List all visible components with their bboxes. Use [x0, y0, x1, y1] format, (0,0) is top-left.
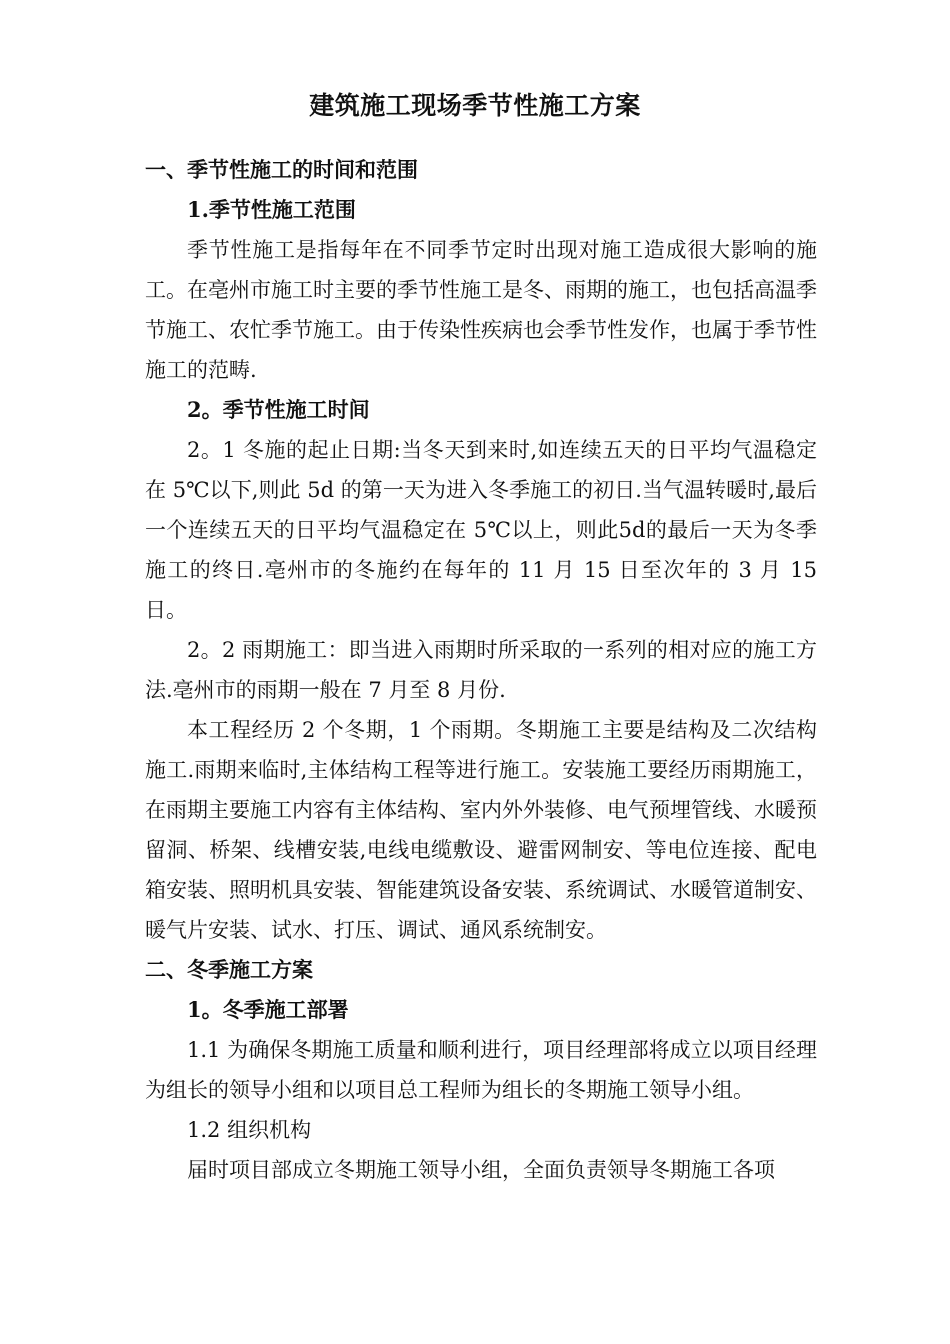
- body-paragraph: 季节性施工是指每年在不同季节定时出现对施工造成很大影响的施工。在亳州市施工时主要的季节性施工是冬、雨期的施工，也包括高温季节施工、农忙季节施工。由于传染性疾病也会季节性发作，也属于季节性施工的范畴.: [145, 238, 817, 382]
- section-heading: 二、冬季施工方案: [145, 957, 313, 982]
- subsection-label: 1.2 组织机构: [187, 1118, 312, 1142]
- body-paragraph: 届时项目部成立冬期施工领导小组，全面负责领导冬期施工各项: [187, 1158, 775, 1182]
- document-body: [145, 150, 817, 1190]
- subsection-heading: 2。季节性施工时间: [187, 397, 370, 422]
- document-title: 建筑施工现场季节性施工方案: [309, 91, 641, 120]
- subsection-heading: 1.季节性施工范围: [187, 197, 356, 222]
- body-paragraph: 2。1 冬施的起止日期:当冬天到来时,如连续五天的日平均气温稳定在 5℃以下,则此 5d 的第一天为进入冬季施工的初日.当气温转暖时,最后一个连续五天的日平均气温稳定在 5℃以上，则此5d的最后一天为冬季施工的终日.亳州市的冬施约在每年的 11 月 15 日至次年的 3 月 15 日。: [145, 438, 817, 622]
- section-heading: 一、季节性施工的时间和范围: [145, 157, 418, 182]
- body-paragraph: 1.1 为确保冬期施工质量和顺利进行，项目经理部将成立以项目经理为组长的领导小组和以项目总工程师为组长的冬期施工领导小组。: [145, 1038, 817, 1102]
- subsection-heading: 1。冬季施工部署: [187, 997, 349, 1022]
- body-paragraph: 2。2 雨期施工：即当进入雨期时所采取的一系列的相对应的施工方法.亳州市的雨期一般在 7 月至 8 月份.: [145, 638, 817, 702]
- body-paragraph: 本工程经历 2 个冬期，1 个雨期。冬期施工主要是结构及二次结构施工.雨期来临时,主体结构工程等进行施工。安装施工要经历雨期施工，在雨期主要施工内容有主体结构、室内外外装修、电气预埋管线、水暖预留洞、桥架、线槽安装,电线电缆敷设、避雷网制安、等电位连接、配电箱安装、照明机具安装、智能建筑设备安装、系统调试、水暖管道制安、暖气片安装、试水、打压、调试、通风系统制安。: [145, 718, 817, 942]
